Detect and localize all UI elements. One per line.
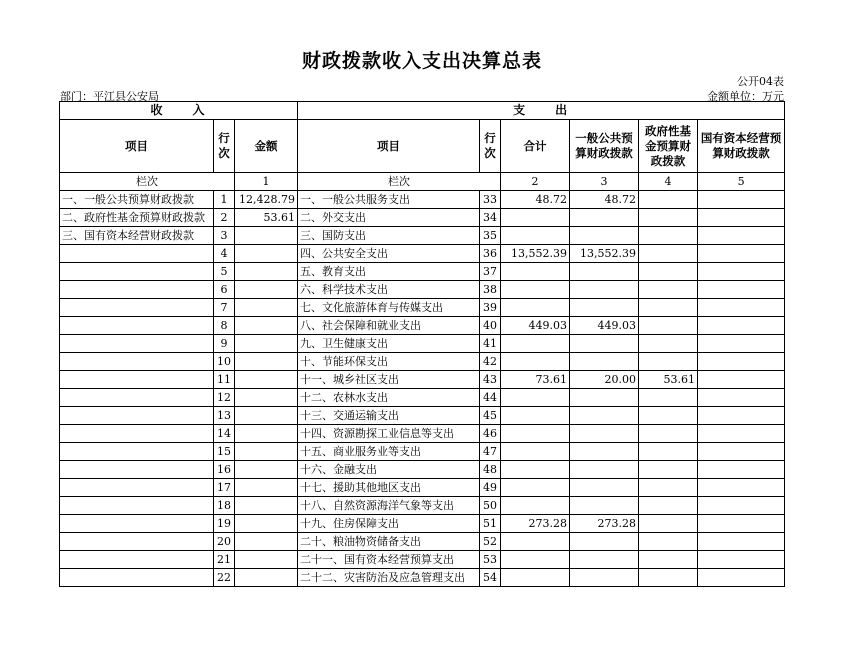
state-capital-cell	[698, 443, 785, 461]
income-item-cell	[60, 533, 214, 551]
income-item-cell	[60, 299, 214, 317]
state-capital-cell	[698, 407, 785, 425]
income-line-cell: 12	[214, 389, 235, 407]
fund-budget-cell	[639, 551, 698, 569]
table-row	[60, 551, 785, 569]
income-item-cell	[60, 425, 214, 443]
expense-line-cell: 39	[480, 299, 501, 317]
expense-line-cell: 38	[480, 281, 501, 299]
col-header-total: 合计	[501, 120, 570, 173]
table-row	[60, 209, 785, 227]
income-amount-cell	[235, 335, 298, 353]
state-capital-cell	[698, 245, 785, 263]
income-item-cell	[60, 443, 214, 461]
general-budget-cell	[570, 353, 639, 371]
expense-item-cell: 二十二、灾害防治及应急管理支出	[298, 569, 480, 587]
income-line-cell: 20	[214, 533, 235, 551]
income-amount-cell	[235, 227, 298, 245]
income-item-cell	[60, 479, 214, 497]
total-cell	[501, 569, 570, 587]
income-line-cell: 17	[214, 479, 235, 497]
income-amount-cell	[235, 245, 298, 263]
fund-budget-cell	[639, 569, 698, 587]
col-number-label-right: 栏次	[298, 173, 501, 191]
table-row	[60, 353, 785, 371]
expense-line-cell: 53	[480, 551, 501, 569]
income-amount-cell	[235, 515, 298, 533]
general-budget-cell	[570, 497, 639, 515]
state-capital-cell	[698, 497, 785, 515]
table-row	[60, 227, 785, 245]
general-budget-cell	[570, 533, 639, 551]
income-item-cell	[60, 245, 214, 263]
total-cell	[501, 263, 570, 281]
income-amount-cell	[235, 569, 298, 587]
income-line-cell: 16	[214, 461, 235, 479]
total-cell: 273.28	[501, 515, 570, 533]
general-budget-cell	[570, 443, 639, 461]
expense-item-cell: 十九、住房保障支出	[298, 515, 480, 533]
fund-budget-cell	[639, 263, 698, 281]
state-capital-cell	[698, 479, 785, 497]
total-cell	[501, 335, 570, 353]
expense-item-cell: 十一、城乡社区支出	[298, 371, 480, 389]
general-budget-cell	[570, 209, 639, 227]
form-code: 公开04表	[737, 75, 784, 88]
total-cell	[501, 281, 570, 299]
section-header-row	[60, 102, 785, 120]
expense-item-cell: 十四、资源勘探工业信息等支出	[298, 425, 480, 443]
state-capital-cell	[698, 335, 785, 353]
general-budget-cell	[570, 569, 639, 587]
department-label: 部门：平江县公安局	[60, 90, 159, 103]
income-item-cell	[60, 551, 214, 569]
total-cell	[501, 479, 570, 497]
income-amount-cell	[235, 533, 298, 551]
expense-line-cell: 46	[480, 425, 501, 443]
general-budget-cell: 13,552.39	[570, 245, 639, 263]
expense-item-cell: 二、外交支出	[298, 209, 480, 227]
state-capital-cell	[698, 425, 785, 443]
fund-budget-cell	[639, 407, 698, 425]
income-amount-cell	[235, 389, 298, 407]
expense-line-cell: 37	[480, 263, 501, 281]
expense-line-cell: 42	[480, 353, 501, 371]
income-item-cell: 二、政府性基金预算财政拨款	[60, 209, 214, 227]
table-row	[60, 515, 785, 533]
state-capital-cell	[698, 515, 785, 533]
table-row	[60, 461, 785, 479]
fund-budget-cell	[639, 353, 698, 371]
expense-line-cell: 44	[480, 389, 501, 407]
total-cell: 48.72	[501, 191, 570, 209]
total-cell	[501, 497, 570, 515]
expense-line-cell: 51	[480, 515, 501, 533]
income-line-cell: 5	[214, 263, 235, 281]
state-capital-cell	[698, 191, 785, 209]
expense-line-cell: 41	[480, 335, 501, 353]
expense-item-cell: 十七、援助其他地区支出	[298, 479, 480, 497]
fund-budget-cell	[639, 533, 698, 551]
fund-budget-cell	[639, 191, 698, 209]
income-line-cell: 18	[214, 497, 235, 515]
income-item-cell: 一、一般公共预算财政拨款	[60, 191, 214, 209]
fund-budget-cell	[639, 515, 698, 533]
state-capital-cell	[698, 317, 785, 335]
income-line-cell: 21	[214, 551, 235, 569]
general-budget-cell	[570, 227, 639, 245]
income-amount-cell	[235, 443, 298, 461]
col-number-5: 5	[698, 173, 785, 191]
income-amount-cell	[235, 299, 298, 317]
state-capital-cell	[698, 281, 785, 299]
total-cell	[501, 389, 570, 407]
table-row	[60, 335, 785, 353]
income-line-cell: 6	[214, 281, 235, 299]
state-capital-cell	[698, 227, 785, 245]
total-cell: 73.61	[501, 371, 570, 389]
income-amount-cell	[235, 263, 298, 281]
fund-budget-cell: 53.61	[639, 371, 698, 389]
income-item-cell	[60, 353, 214, 371]
fund-budget-cell	[639, 479, 698, 497]
total-cell	[501, 227, 570, 245]
income-section-header: 收 入	[60, 102, 298, 120]
expense-item-cell: 五、教育支出	[298, 263, 480, 281]
table-row	[60, 407, 785, 425]
state-capital-cell	[698, 389, 785, 407]
fund-budget-cell	[639, 443, 698, 461]
table-row	[60, 317, 785, 335]
general-budget-cell	[570, 281, 639, 299]
column-header-row	[60, 120, 785, 173]
col-header-general: 一般公共预算财政拨款	[570, 120, 639, 173]
expense-item-cell: 十五、商业服务业等支出	[298, 443, 480, 461]
income-item-cell	[60, 335, 214, 353]
table-row	[60, 533, 785, 551]
income-line-cell: 22	[214, 569, 235, 587]
income-line-cell: 3	[214, 227, 235, 245]
total-cell	[501, 209, 570, 227]
income-line-cell: 15	[214, 443, 235, 461]
income-amount-cell: 53.61	[235, 209, 298, 227]
income-item-cell	[60, 317, 214, 335]
budget-summary-table	[59, 101, 785, 587]
income-amount-cell	[235, 317, 298, 335]
income-line-cell: 14	[214, 425, 235, 443]
general-budget-cell	[570, 335, 639, 353]
general-budget-cell: 449.03	[570, 317, 639, 335]
col-number-1: 1	[235, 173, 298, 191]
expense-line-cell: 35	[480, 227, 501, 245]
expense-item-cell: 十八、自然资源海洋气象等支出	[298, 497, 480, 515]
total-cell	[501, 551, 570, 569]
income-item-cell	[60, 461, 214, 479]
fund-budget-cell	[639, 317, 698, 335]
income-item-cell	[60, 389, 214, 407]
state-capital-cell	[698, 263, 785, 281]
general-budget-cell	[570, 389, 639, 407]
general-budget-cell	[570, 551, 639, 569]
income-item-cell	[60, 569, 214, 587]
expense-line-cell: 54	[480, 569, 501, 587]
expense-line-cell: 47	[480, 443, 501, 461]
expense-item-cell: 四、公共安全支出	[298, 245, 480, 263]
income-line-cell: 19	[214, 515, 235, 533]
table-row	[60, 497, 785, 515]
state-capital-cell	[698, 551, 785, 569]
general-budget-cell	[570, 299, 639, 317]
expense-line-cell: 45	[480, 407, 501, 425]
income-amount-cell	[235, 407, 298, 425]
fund-budget-cell	[639, 497, 698, 515]
total-cell	[501, 425, 570, 443]
general-budget-cell	[570, 425, 639, 443]
table-row	[60, 425, 785, 443]
fund-budget-cell	[639, 461, 698, 479]
income-item-cell	[60, 281, 214, 299]
expense-line-cell: 33	[480, 191, 501, 209]
fund-budget-cell	[639, 335, 698, 353]
expense-item-cell: 十、节能环保支出	[298, 353, 480, 371]
income-item-cell	[60, 263, 214, 281]
income-amount-cell	[235, 281, 298, 299]
unit-label: 金额单位：万元	[707, 90, 784, 103]
table-row	[60, 371, 785, 389]
expense-item-cell: 二十一、国有资本经营预算支出	[298, 551, 480, 569]
general-budget-cell	[570, 479, 639, 497]
col-header-line: 行次	[214, 120, 235, 173]
state-capital-cell	[698, 371, 785, 389]
income-amount-cell	[235, 425, 298, 443]
page-title: 财政拨款收入支出决算总表	[301, 50, 542, 72]
fund-budget-cell	[639, 389, 698, 407]
income-item-cell	[60, 407, 214, 425]
col-header-exp-item: 项目	[298, 120, 480, 173]
income-amount-cell	[235, 371, 298, 389]
income-item-cell	[60, 515, 214, 533]
income-line-cell: 1	[214, 191, 235, 209]
income-item-cell	[60, 497, 214, 515]
fund-budget-cell	[639, 281, 698, 299]
total-cell	[501, 299, 570, 317]
fund-budget-cell	[639, 209, 698, 227]
income-line-cell: 9	[214, 335, 235, 353]
table-row	[60, 245, 785, 263]
income-line-cell: 7	[214, 299, 235, 317]
total-cell	[501, 443, 570, 461]
income-line-cell: 8	[214, 317, 235, 335]
fund-budget-cell	[639, 227, 698, 245]
expense-item-cell: 八、社会保障和就业支出	[298, 317, 480, 335]
general-budget-cell	[570, 407, 639, 425]
state-capital-cell	[698, 209, 785, 227]
income-amount-cell	[235, 497, 298, 515]
col-header-state: 国有资本经营预算财政拨款	[698, 120, 785, 173]
expense-line-cell: 40	[480, 317, 501, 335]
state-capital-cell	[698, 569, 785, 587]
general-budget-cell	[570, 263, 639, 281]
col-header-item: 项目	[60, 120, 214, 173]
table-row	[60, 443, 785, 461]
expense-item-cell: 十六、金融支出	[298, 461, 480, 479]
general-budget-cell: 48.72	[570, 191, 639, 209]
total-cell: 449.03	[501, 317, 570, 335]
expense-line-cell: 50	[480, 497, 501, 515]
state-capital-cell	[698, 461, 785, 479]
general-budget-cell: 20.00	[570, 371, 639, 389]
fund-budget-cell	[639, 425, 698, 443]
col-number-label-left: 栏次	[60, 173, 235, 191]
table-row	[60, 281, 785, 299]
state-capital-cell	[698, 299, 785, 317]
expense-item-cell: 十三、交通运输支出	[298, 407, 480, 425]
expense-item-cell: 六、科学技术支出	[298, 281, 480, 299]
col-header-exp-line: 行次	[480, 120, 501, 173]
expense-line-cell: 48	[480, 461, 501, 479]
income-line-cell: 11	[214, 371, 235, 389]
table-row	[60, 299, 785, 317]
expense-item-cell: 三、国防支出	[298, 227, 480, 245]
fund-budget-cell	[639, 299, 698, 317]
col-number-2: 2	[501, 173, 570, 191]
col-header-amount: 金额	[235, 120, 298, 173]
income-line-cell: 13	[214, 407, 235, 425]
total-cell	[501, 533, 570, 551]
income-item-cell	[60, 371, 214, 389]
general-budget-cell	[570, 461, 639, 479]
general-budget-cell: 273.28	[570, 515, 639, 533]
income-line-cell: 10	[214, 353, 235, 371]
income-amount-cell	[235, 353, 298, 371]
expense-item-cell: 九、卫生健康支出	[298, 335, 480, 353]
total-cell	[501, 461, 570, 479]
total-cell	[501, 407, 570, 425]
total-cell	[501, 353, 570, 371]
income-line-cell: 2	[214, 209, 235, 227]
expense-line-cell: 36	[480, 245, 501, 263]
table-row	[60, 191, 785, 209]
expense-item-cell: 一、一般公共服务支出	[298, 191, 480, 209]
expense-line-cell: 43	[480, 371, 501, 389]
income-amount-cell	[235, 461, 298, 479]
col-header-fund: 政府性基金预算财政拨款	[639, 120, 698, 173]
column-number-row	[60, 173, 785, 191]
expense-item-cell: 七、文化旅游体育与传媒支出	[298, 299, 480, 317]
col-number-4: 4	[639, 173, 698, 191]
state-capital-cell	[698, 353, 785, 371]
fund-budget-cell	[639, 245, 698, 263]
income-amount-cell	[235, 551, 298, 569]
total-cell: 13,552.39	[501, 245, 570, 263]
income-item-cell: 三、国有资本经营财政拨款	[60, 227, 214, 245]
col-number-3: 3	[570, 173, 639, 191]
expense-line-cell: 49	[480, 479, 501, 497]
state-capital-cell	[698, 533, 785, 551]
expense-line-cell: 34	[480, 209, 501, 227]
expense-item-cell: 二十、粮油物资储备支出	[298, 533, 480, 551]
expense-section-header: 支 出	[298, 102, 785, 120]
income-line-cell: 4	[214, 245, 235, 263]
table-row	[60, 389, 785, 407]
income-amount-cell: 12,428.79	[235, 191, 298, 209]
expense-item-cell: 十二、农林水支出	[298, 389, 480, 407]
income-amount-cell	[235, 479, 298, 497]
table-row	[60, 479, 785, 497]
expense-line-cell: 52	[480, 533, 501, 551]
table-row	[60, 263, 785, 281]
table-row	[60, 569, 785, 587]
